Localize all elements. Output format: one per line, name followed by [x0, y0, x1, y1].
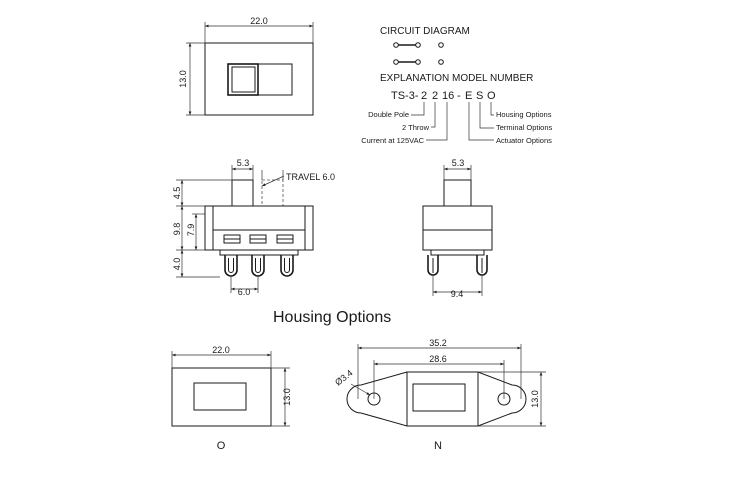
model-title: EXPLANATION MODEL NUMBER	[380, 73, 534, 84]
end-body	[423, 206, 492, 250]
side-travel: TRAVEL 6.0	[286, 172, 336, 182]
top-view-body	[205, 43, 313, 115]
option-n-outer-dim: 35.2	[429, 338, 447, 348]
side-dim-9-8: 9.8	[172, 222, 182, 236]
option-o-height-dim: 13.0	[282, 388, 292, 406]
option-o-body	[172, 368, 271, 426]
label-2-throw: 2 Throw	[402, 123, 429, 132]
model-number	[361, 73, 552, 145]
option-n-hole-dia: Ø3.4	[333, 367, 355, 388]
option-n-height-dim: 13.0	[530, 390, 540, 408]
model-part-poles: 2	[421, 90, 428, 102]
housing-option-o	[172, 345, 292, 452]
side-actuator-travel	[262, 180, 283, 206]
label-terminal-options: Terminal Options	[496, 123, 553, 132]
top-view	[178, 16, 313, 115]
side-view	[172, 158, 335, 297]
label-double-pole: Double Pole	[368, 110, 409, 119]
option-n-label: N	[434, 440, 442, 452]
side-dim-4-0: 4.0	[172, 257, 182, 271]
model-part-housing: O	[487, 90, 496, 102]
end-width-dim: 9.4	[450, 289, 464, 299]
top-view-slot	[258, 64, 292, 95]
option-n-body	[407, 372, 478, 426]
top-view-actuator-inner	[232, 67, 255, 92]
option-n-window	[413, 384, 465, 411]
housing-options-heading: Housing Options	[273, 309, 392, 326]
circuit-diagram	[380, 26, 470, 64]
model-part-terminal: S	[476, 90, 484, 102]
label-housing-options: Housing Options	[496, 110, 552, 119]
side-dim-7-9: 7.9	[186, 223, 196, 237]
model-part-current: 16	[442, 90, 455, 102]
housing-option-n	[333, 338, 546, 452]
side-actuator-dim: 5.3	[236, 158, 250, 168]
end-view	[423, 158, 492, 299]
top-height-dim: 13.0	[178, 70, 188, 88]
end-actuator-dim: 5.3	[451, 158, 465, 168]
side-dim-4-5: 4.5	[172, 186, 182, 200]
option-n-pitch-dim: 28.6	[429, 354, 447, 364]
label-actuator-options: Actuator Options	[496, 136, 552, 145]
option-o-label: O	[216, 440, 226, 452]
label-current: Current at 125VAC	[361, 136, 424, 145]
option-o-window	[194, 383, 246, 410]
option-o-width-dim: 22.0	[212, 345, 230, 355]
end-actuator	[444, 180, 471, 206]
circuit-title: CIRCUIT DIAGRAM	[380, 26, 470, 37]
model-part-dash: -	[457, 90, 461, 102]
side-actuator	[232, 180, 253, 206]
model-part-actuator: E	[465, 90, 473, 102]
side-pitch-dim: 6.0	[237, 287, 251, 297]
top-width-dim: 22.0	[250, 16, 268, 26]
model-part-throw: 2	[432, 90, 439, 102]
model-part-prefix: TS-3-	[391, 90, 419, 102]
